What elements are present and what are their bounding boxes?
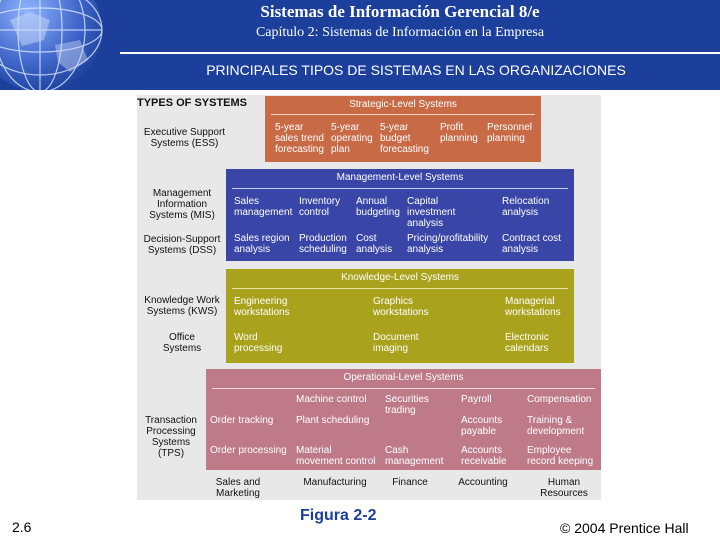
management-cell: Pricing/profitability analysis	[407, 233, 489, 255]
management-cell: Sales region analysis	[234, 233, 290, 255]
label-ess: Executive Support Systems (ESS)	[143, 127, 226, 149]
globe-icon	[0, 0, 112, 90]
header-divider	[120, 52, 720, 54]
functional-area: Manufacturing	[303, 477, 367, 488]
knowledge-cell: Graphics workstations	[373, 296, 429, 318]
management-cell: Production scheduling	[299, 233, 347, 255]
operational-title: Operational-Level Systems	[343, 372, 464, 383]
operational-cell: Cash management	[385, 445, 444, 467]
label-mis: Management Information Systems (MIS)	[149, 188, 215, 221]
strategic-cell: 5-year budget forecasting	[380, 122, 429, 155]
management-cell: Cost analysis	[356, 233, 393, 255]
management-title: Management-Level Systems	[336, 172, 464, 183]
functional-area: Finance	[392, 477, 428, 488]
operational-band	[206, 369, 601, 470]
slide-number: 2.6	[12, 519, 32, 535]
strategic-divider	[271, 114, 535, 115]
knowledge-cell: Electronic calendars	[505, 332, 549, 354]
management-cell: Sales management	[234, 196, 293, 218]
operational-cell: Order processing	[210, 445, 287, 456]
functional-area: Accounting	[458, 477, 508, 488]
operational-cell: Training & development	[527, 415, 585, 437]
slide-subtitle: Capítulo 2: Sistemas de Información en la Empresa	[255, 25, 545, 40]
functional-area: Human Resources	[540, 477, 588, 499]
label-tps: Transaction Processing Systems (TPS)	[145, 415, 197, 459]
strategic-cell: Profit planning	[440, 122, 478, 144]
management-divider	[232, 188, 568, 189]
operational-divider	[212, 388, 595, 389]
label-dss: Decision-Support Systems (DSS)	[143, 234, 221, 256]
operational-cell: Employee record keeping	[527, 445, 594, 467]
types-of-systems-figure	[137, 95, 601, 500]
strategic-cell: 5-year sales trend forecasting	[275, 122, 324, 155]
knowledge-cell: Word processing	[234, 332, 283, 354]
operational-cell: Compensation	[527, 394, 592, 405]
operational-cell: Accounts payable	[461, 415, 503, 437]
knowledge-title: Knowledge-Level Systems	[341, 272, 459, 283]
management-cell: Relocation analysis	[502, 196, 550, 218]
management-band	[226, 169, 574, 261]
knowledge-divider	[232, 288, 568, 289]
figure-caption: Figura 2-2	[300, 507, 377, 524]
strategic-cell: Personnel planning	[487, 122, 533, 144]
strategic-title: Strategic-Level Systems	[349, 99, 457, 110]
management-cell: Inventory control	[299, 196, 341, 218]
knowledge-cell: Managerial workstations	[505, 296, 561, 318]
copyright-notice: © 2004 Prentice Hall	[560, 520, 689, 536]
management-cell: Contract cost analysis	[502, 233, 561, 255]
label-office: Office Systems	[162, 332, 202, 354]
operational-cell: Payroll	[461, 394, 492, 405]
slide-title: Sistemas de Información Gerencial 8/e	[260, 2, 540, 21]
knowledge-band	[226, 269, 574, 363]
strategic-cell: 5-year operating plan	[331, 122, 373, 155]
types-heading: TYPES OF SYSTEMS	[137, 97, 248, 109]
operational-cell: Securities trading	[385, 394, 429, 416]
knowledge-cell: Document imaging	[373, 332, 419, 354]
operational-cell: Material movement control	[296, 445, 376, 467]
knowledge-cell: Engineering workstations	[234, 296, 290, 318]
section-heading: PRINCIPALES TIPOS DE SISTEMAS EN LAS ORGANIZACIONES	[206, 62, 626, 78]
operational-cell: Machine control	[296, 394, 367, 405]
strategic-band	[265, 96, 541, 162]
operational-cell: Order tracking	[210, 415, 274, 426]
functional-area: Sales and Marketing	[215, 477, 261, 499]
management-cell: Annual budgeting	[356, 196, 400, 218]
operational-cell: Accounts receivable	[461, 445, 507, 467]
slide-header	[0, 0, 720, 90]
management-cell: Capital investment analysis	[407, 196, 456, 229]
label-kws: Knowledge Work Systems (KWS)	[144, 295, 220, 317]
operational-cell: Plant scheduling	[296, 415, 370, 426]
